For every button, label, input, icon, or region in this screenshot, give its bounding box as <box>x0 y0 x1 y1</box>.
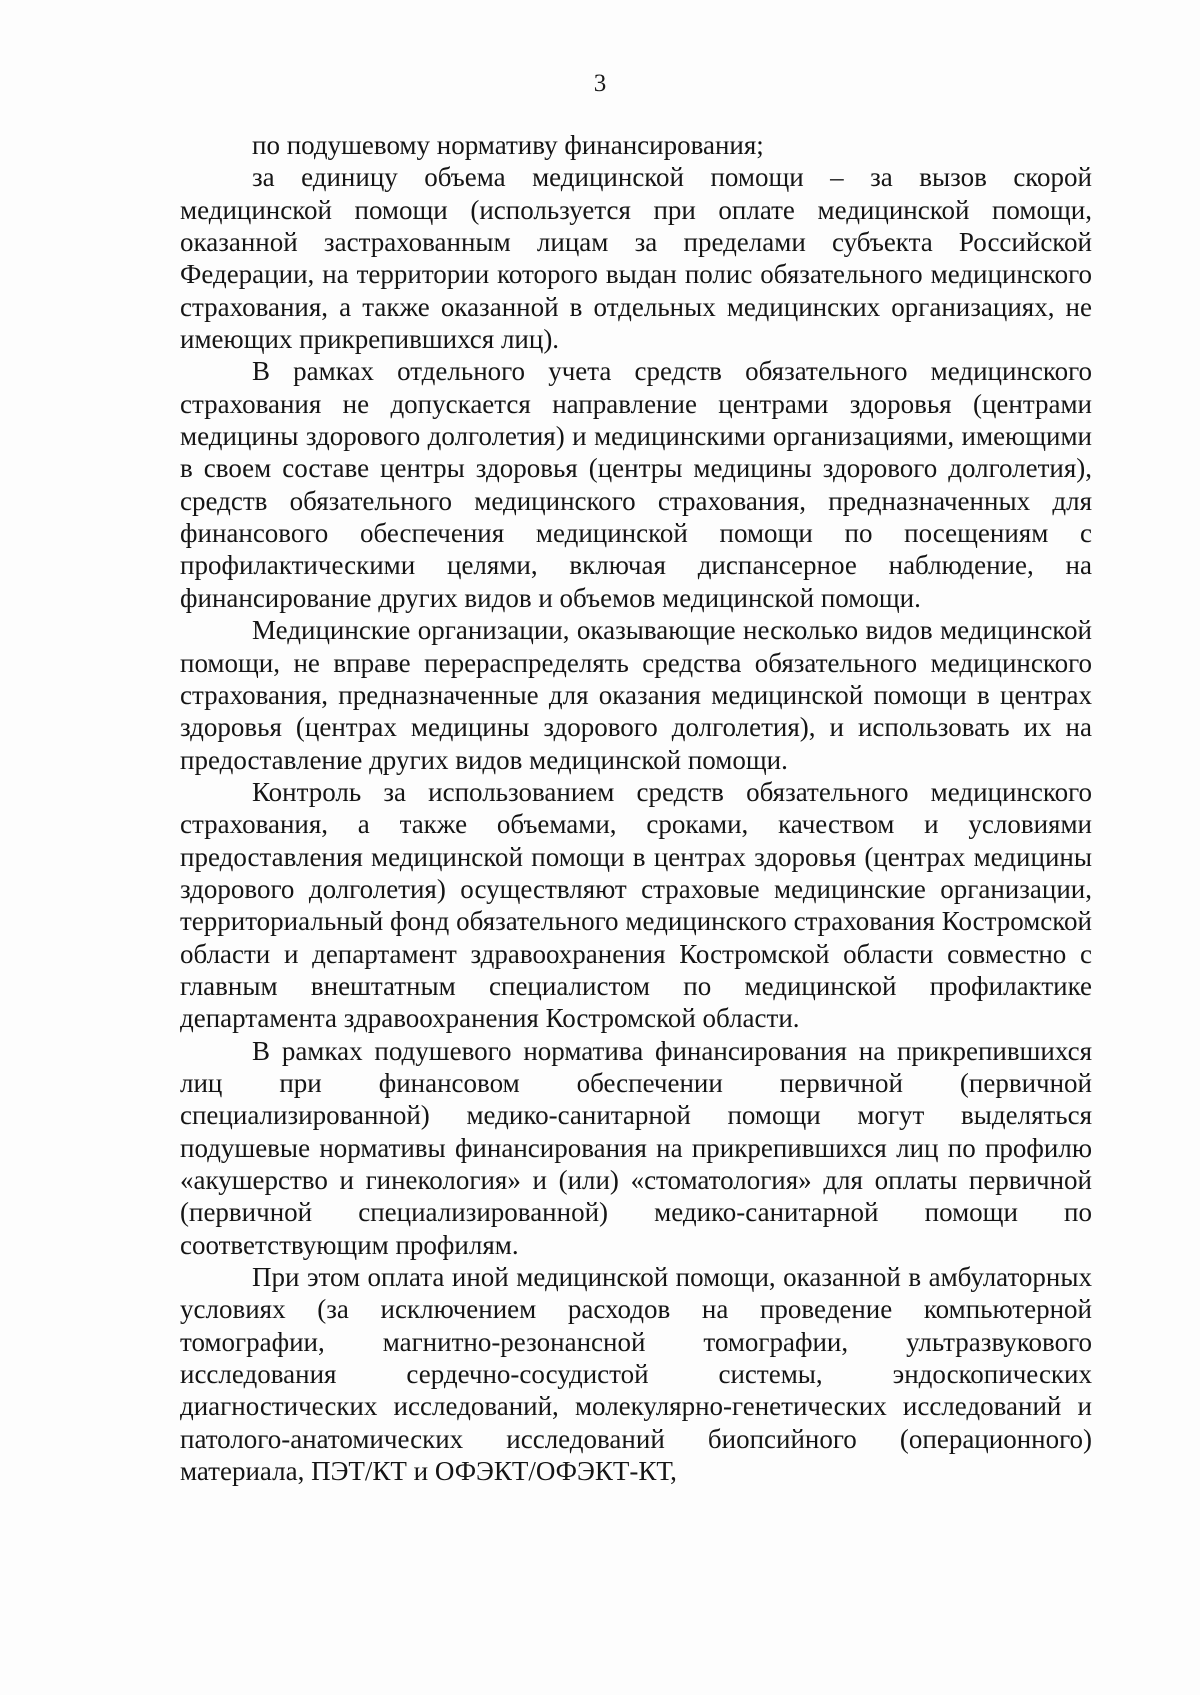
page-number: 3 <box>593 70 607 97</box>
paragraph-4: Медицинские организации, оказывающие несколько видов медицинской помощи, не вправе перераспределять средства обязательного медицинского страхования, предназначенные для оказания медицинской помощи в центрах здоровья (центрах медицины здорового долголетия), и использовать их на предоставление других видов медицинской помощи. <box>180 615 1092 775</box>
paragraph-5: Контроль за использованием средств обязательного медицинского страхования, а также объемами, сроками, качеством и условиями предоставления медицинской помощи в центрах здоровья (центрах медицины здорового долголетия) осуществляют страховые медицинские организации, территориальный фонд обязательного медицинского страхования Костромской области и департамент здравоохранения Костромской области совместно с главным внештатным специалистом по медицинской профилактике департамента здравоохранения Костромской области. <box>180 776 1092 1034</box>
document-body <box>180 129 1092 1487</box>
paragraph-1: по подушевому нормативу финансирования; <box>252 130 764 160</box>
paragraph-6: В рамках подушевого норматива финансирования на прикрепившихся лиц при финансовом обеспечении первичной (первичной специализированной) медико-санитарной помощи могут выделяться подушевые нормативы финансирования на прикрепившихся лиц по профилю «акушерство и гинекология» и (или) «стоматология» для оплаты первичной (первичной специализированной) медико-санитарной помощи по соответствующим профилям. <box>180 1035 1092 1260</box>
paragraph-2: за единицу объема медицинской помощи – за вызов скорой медицинской помощи (используется при оплате медицинской помощи, оказанной застрахованным лицам за пределами субъекта Российской Федерации, на территории которого выдан полис обязательного медицинского страхования, а также оказанной в отдельных медицинских организациях, не имеющих прикрепившихся лиц). <box>180 162 1092 355</box>
paragraph-7: При этом оплата иной медицинской помощи, оказанной в амбулаторных условиях (за исключением расходов на проведение компьютерной томографии, магнитно-резонансной томографии, ультразвукового исследования сердечно-сосудистой системы, эндоскопических диагностических исследований, молекулярно-генетических исследований и патолого-анатомических исследований биопсийного (операционного) материала, ПЭТ/КТ и ОФЭКТ/ОФЭКТ-КТ, <box>180 1262 1092 1487</box>
paragraph-3: В рамках отдельного учета средств обязательного медицинского страхования не допускается направление центрами здоровья (центрами медицины здорового долголетия) и медицинскими организациями, имеющими в своем составе центры здоровья (центры медицины здорового долголетия), средств обязательного медицинского страхования, предназначенных для финансового обеспечения медицинской помощи по посещениям с профилактическими целями, включая диспансерное наблюдение, на финансирование других видов и объемов медицинской помощи. <box>180 356 1092 613</box>
